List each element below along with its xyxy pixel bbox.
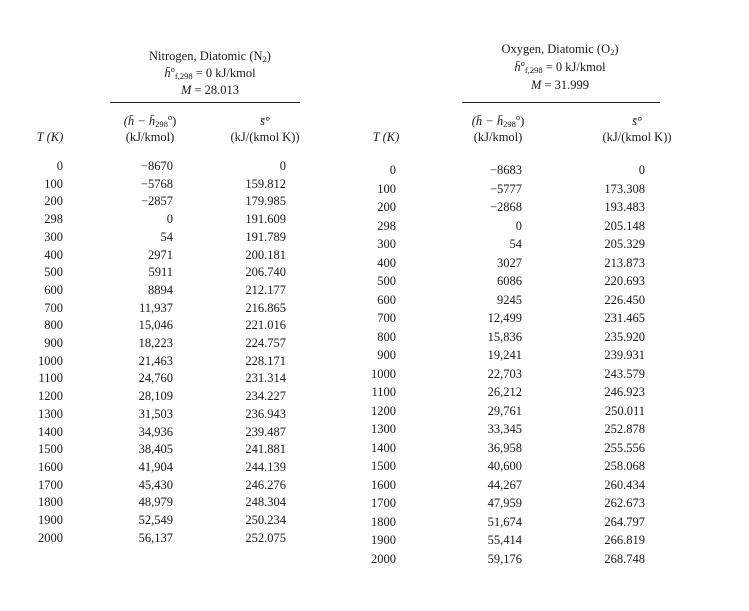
oxygen-hf-sub: f,298 [524, 65, 543, 75]
oxygen-cell-temperature: 800 [377, 329, 396, 344]
oxygen-col-h-sup: o [515, 112, 521, 122]
oxygen-cell-temperature: 0 [389, 163, 396, 177]
nitrogen-cell-enthalpy: 41,904 [138, 459, 173, 474]
oxygen-cell-entropy: 252.878 [604, 422, 645, 436]
oxygen-cell-enthalpy: 40,600 [487, 459, 522, 473]
oxygen-cell-entropy: 258.068 [604, 459, 645, 473]
oxygen-cell-enthalpy: 9245 [497, 292, 522, 307]
nitrogen-cell-temperature: 100 [44, 176, 63, 191]
oxygen-cell-enthalpy: 44,267 [487, 477, 522, 492]
nitrogen-cell-enthalpy: 31,503 [138, 406, 173, 421]
nitrogen-hf-sup: o [170, 64, 175, 74]
oxygen-cell-temperature: 900 [377, 348, 396, 362]
oxygen-col-h-sub: 298 [503, 119, 516, 129]
oxygen-mm-label: M [530, 78, 542, 92]
oxygen-cell-temperature: 1500 [371, 459, 396, 473]
nitrogen-cell-entropy: 250.234 [245, 513, 286, 527]
oxygen-cell-entropy: 0 [638, 163, 645, 177]
oxygen-cell-temperature: 1600 [371, 477, 396, 492]
nitrogen-cell-entropy: 224.757 [245, 336, 286, 350]
oxygen-molar-mass [460, 78, 660, 93]
oxygen-hf-sup: o [520, 58, 525, 68]
oxygen-formula-sub: 2 [610, 47, 615, 57]
oxygen-cell-temperature: 100 [377, 181, 396, 196]
oxygen-cell-entropy: 226.450 [604, 292, 645, 307]
oxygen-cell-entropy: 235.920 [604, 329, 645, 344]
nitrogen-cell-enthalpy: 34,936 [138, 424, 173, 439]
oxygen-col-T-header [366, 130, 406, 145]
oxygen-cell-enthalpy: −8683 [489, 163, 522, 177]
nitrogen-cell-enthalpy: 38,405 [138, 442, 173, 457]
nitrogen-cell-temperature: 800 [44, 318, 63, 333]
oxygen-cell-enthalpy: 6086 [497, 274, 522, 288]
oxygen-cell-entropy: 260.434 [604, 477, 645, 492]
oxygen-hf-symbol: h̄ [514, 60, 521, 74]
nitrogen-formula-sub: 2 [262, 54, 267, 64]
oxygen-title: Oxygen, Diatomic $(O_2)$ [501, 42, 619, 57]
nitrogen-cell-temperature: 1300 [38, 406, 63, 421]
nitrogen-cell-enthalpy: 45,430 [138, 477, 173, 492]
oxygen-cell-enthalpy: 19,241 [487, 348, 522, 362]
nitrogen-col-T: T (K) [36, 130, 64, 144]
nitrogen-cell-temperature: 1900 [38, 513, 63, 527]
nitrogen-title: Nitrogen, Diatomic $(N_2)$ [149, 49, 271, 64]
oxygen-col-h-close: ) [520, 114, 525, 128]
oxygen-cell-entropy: 266.819 [604, 533, 645, 547]
oxygen-cell-temperature: 1300 [371, 422, 396, 436]
nitrogen-cell-entropy: 246.276 [245, 477, 286, 492]
nitrogen-cell-enthalpy: 56,137 [138, 530, 173, 545]
nitrogen-cell-temperature: 1500 [38, 442, 63, 457]
oxygen-cell-enthalpy: 0 [515, 218, 522, 233]
nitrogen-col-h: (h̄ − h̄ [123, 114, 156, 128]
nitrogen-cell-enthalpy: 5911 [148, 265, 173, 280]
oxygen-cell-temperature: 400 [377, 255, 396, 270]
oxygen-col-s: s̄° [632, 114, 642, 128]
nitrogen-mm-label: M [180, 83, 192, 97]
oxygen-cell-entropy: 213.873 [604, 255, 645, 270]
nitrogen-cell-entropy: 239.487 [245, 424, 286, 439]
nitrogen-cell-enthalpy: −2857 [140, 194, 173, 209]
oxygen-cell-temperature: 700 [377, 311, 396, 325]
oxygen-col-h-header [448, 114, 548, 129]
oxygen-col-h: (h̄ − h̄ [471, 114, 504, 128]
oxygen-name: Oxygen, Diatomic [501, 42, 594, 56]
oxygen-cell-temperature: 600 [377, 292, 396, 307]
nitrogen-col-s-header [215, 114, 315, 129]
oxygen-cell-entropy: 262.673 [604, 496, 645, 510]
oxygen-cell-enthalpy: 36,958 [487, 440, 522, 455]
nitrogen-cell-enthalpy: 54 [160, 229, 173, 244]
nitrogen-cell-entropy: 228.171 [245, 353, 286, 368]
oxygen-cell-temperature: 1200 [371, 403, 396, 418]
oxygen-cell-enthalpy: 29,761 [487, 403, 522, 418]
nitrogen-cell-enthalpy: 28,109 [138, 389, 173, 404]
oxygen-cell-temperature: 2000 [371, 551, 396, 566]
oxygen-cell-temperature: 1900 [371, 533, 396, 547]
nitrogen-cell-temperature: 900 [44, 336, 63, 350]
nitrogen-col-h-sub: 298 [155, 119, 168, 129]
nitrogen-col-h-units: (kJ/kmol) [125, 130, 175, 144]
nitrogen-cell-enthalpy: 48,979 [138, 495, 173, 510]
nitrogen-cell-temperature: 1100 [38, 371, 63, 386]
nitrogen-cell-temperature: 1800 [38, 495, 63, 510]
nitrogen-cell-temperature: 600 [44, 282, 63, 297]
nitrogen-cell-temperature: 700 [44, 300, 63, 315]
oxygen-cell-temperature: 1700 [371, 496, 396, 510]
oxygen-cell-temperature: 298 [377, 218, 396, 233]
nitrogen-cell-entropy: 212.177 [245, 282, 286, 297]
oxygen-heat-of-formation [460, 60, 660, 75]
nitrogen-cell-temperature: 200 [44, 194, 63, 209]
nitrogen-cell-entropy: 206.740 [245, 265, 286, 280]
oxygen-cell-enthalpy: 12,499 [487, 311, 522, 325]
nitrogen-cell-enthalpy: 24,760 [138, 371, 173, 386]
oxygen-cell-entropy: 268.748 [604, 551, 645, 566]
oxygen-cell-entropy: 173.308 [604, 181, 645, 196]
nitrogen-cell-temperature: 1000 [38, 353, 63, 368]
oxygen-formula: O [601, 42, 611, 56]
nitrogen-heat-of-formation [110, 66, 310, 81]
oxygen-cell-enthalpy: 15,836 [487, 329, 522, 344]
oxygen-cell-entropy: 205.148 [604, 218, 645, 233]
oxygen-cell-enthalpy: 59,176 [487, 551, 522, 566]
nitrogen-cell-enthalpy: 15,046 [138, 318, 173, 333]
nitrogen-cell-enthalpy: 11,937 [139, 300, 173, 315]
nitrogen-hf-sub: f,298 [174, 71, 193, 81]
nitrogen-cell-temperature: 298 [44, 212, 63, 227]
oxygen-cell-enthalpy: 55,414 [487, 533, 522, 547]
nitrogen-cell-temperature: 500 [44, 265, 63, 280]
oxygen-cell-temperature: 1400 [371, 440, 396, 455]
nitrogen-cell-entropy: 244.139 [245, 459, 286, 474]
nitrogen-cell-entropy: 248.304 [245, 495, 286, 510]
nitrogen-cell-entropy: 231.314 [245, 371, 286, 386]
nitrogen-cell-temperature: 2000 [38, 530, 63, 545]
nitrogen-cell-entropy: 216.865 [245, 300, 286, 315]
nitrogen-col-s: s̄° [260, 114, 270, 128]
nitrogen-cell-entropy: 236.943 [245, 406, 286, 421]
nitrogen-header-rule [110, 102, 300, 103]
oxygen-cell-entropy: 255.556 [604, 440, 645, 455]
nitrogen-cell-enthalpy: −8670 [140, 159, 173, 173]
oxygen-cell-entropy: 205.329 [604, 237, 645, 251]
oxygen-col-s-units: (kJ/(kmol K)) [602, 130, 672, 144]
oxygen-cell-entropy: 239.931 [604, 348, 645, 362]
oxygen-col-s-header [577, 114, 697, 129]
oxygen-cell-entropy: 243.579 [604, 366, 645, 381]
nitrogen-cell-temperature: 0 [56, 159, 63, 173]
oxygen-col-h-units: (kJ/kmol) [473, 130, 523, 144]
oxygen-cell-enthalpy: 26,212 [487, 385, 522, 399]
oxygen-cell-entropy: 231.465 [604, 311, 645, 325]
oxygen-cell-enthalpy: 3027 [497, 255, 522, 270]
nitrogen-cell-temperature: 1400 [38, 424, 63, 439]
oxygen-mm-value: = 31.999 [544, 78, 590, 92]
nitrogen-hf-value: = 0 kJ/kmol [195, 66, 256, 80]
oxygen-cell-enthalpy: 47,959 [487, 496, 522, 510]
nitrogen-cell-entropy: 0 [279, 159, 286, 173]
nitrogen-cell-temperature: 400 [44, 247, 63, 262]
nitrogen-cell-entropy: 191.609 [245, 212, 286, 227]
nitrogen-cell-entropy: 191.789 [245, 229, 286, 244]
nitrogen-cell-temperature: 300 [44, 229, 63, 244]
oxygen-cell-enthalpy: −2868 [489, 200, 522, 214]
nitrogen-name: Nitrogen, Diatomic [149, 49, 247, 63]
nitrogen-cell-entropy: 221.016 [245, 318, 286, 333]
nitrogen-cell-enthalpy: 0 [166, 212, 173, 227]
oxygen-cell-entropy: 246.923 [604, 385, 645, 399]
nitrogen-molar-mass [110, 83, 310, 98]
oxygen-cell-enthalpy: 22,703 [487, 366, 522, 381]
nitrogen-cell-entropy: 179.985 [245, 194, 286, 209]
nitrogen-cell-temperature: 1600 [38, 459, 63, 474]
oxygen-cell-enthalpy: 54 [509, 237, 522, 251]
oxygen-cell-enthalpy: 51,674 [487, 514, 522, 529]
oxygen-cell-entropy: 250.011 [604, 403, 645, 418]
nitrogen-cell-enthalpy: 52,549 [138, 513, 173, 527]
nitrogen-col-T-header [30, 130, 70, 145]
nitrogen-cell-entropy: 200.181 [245, 247, 286, 262]
nitrogen-col-h-header [100, 114, 200, 129]
oxygen-cell-entropy: 264.797 [604, 514, 645, 529]
nitrogen-col-s-units: (kJ/(kmol K)) [230, 130, 300, 144]
oxygen-hf-value: = 0 kJ/kmol [545, 60, 606, 74]
oxygen-cell-temperature: 200 [377, 200, 396, 214]
oxygen-col-T: T (K) [372, 130, 400, 144]
nitrogen-cell-enthalpy: 18,223 [138, 336, 173, 350]
nitrogen-cell-entropy: 241.881 [245, 442, 286, 457]
nitrogen-formula: N [253, 49, 263, 63]
nitrogen-col-h-close: ) [172, 114, 177, 128]
oxygen-cell-temperature: 1000 [371, 366, 396, 381]
nitrogen-cell-entropy: 252.075 [245, 530, 286, 545]
oxygen-cell-entropy: 193.483 [604, 200, 645, 214]
oxygen-cell-enthalpy: 33,345 [487, 422, 522, 436]
oxygen-header-rule [462, 102, 660, 103]
nitrogen-cell-temperature: 1700 [38, 477, 63, 492]
oxygen-cell-enthalpy: −5777 [489, 181, 522, 196]
nitrogen-mm-value: = 28.013 [194, 83, 240, 97]
oxygen-cell-entropy: 220.693 [604, 274, 645, 288]
oxygen-cell-temperature: 1100 [371, 385, 396, 399]
nitrogen-cell-entropy: 234.227 [245, 389, 286, 404]
nitrogen-cell-temperature: 1200 [38, 389, 63, 404]
nitrogen-cell-enthalpy: 2971 [148, 247, 173, 262]
nitrogen-hf-symbol: h̄ [164, 66, 171, 80]
oxygen-cell-temperature: 500 [377, 274, 396, 288]
oxygen-cell-temperature: 300 [377, 237, 396, 251]
nitrogen-cell-enthalpy: 21,463 [138, 353, 173, 368]
nitrogen-cell-enthalpy: 8894 [148, 282, 173, 297]
nitrogen-col-h-sup: o [167, 112, 173, 122]
nitrogen-cell-entropy: 159.812 [245, 176, 286, 191]
nitrogen-cell-enthalpy: −5768 [140, 176, 173, 191]
oxygen-cell-temperature: 1800 [371, 514, 396, 529]
